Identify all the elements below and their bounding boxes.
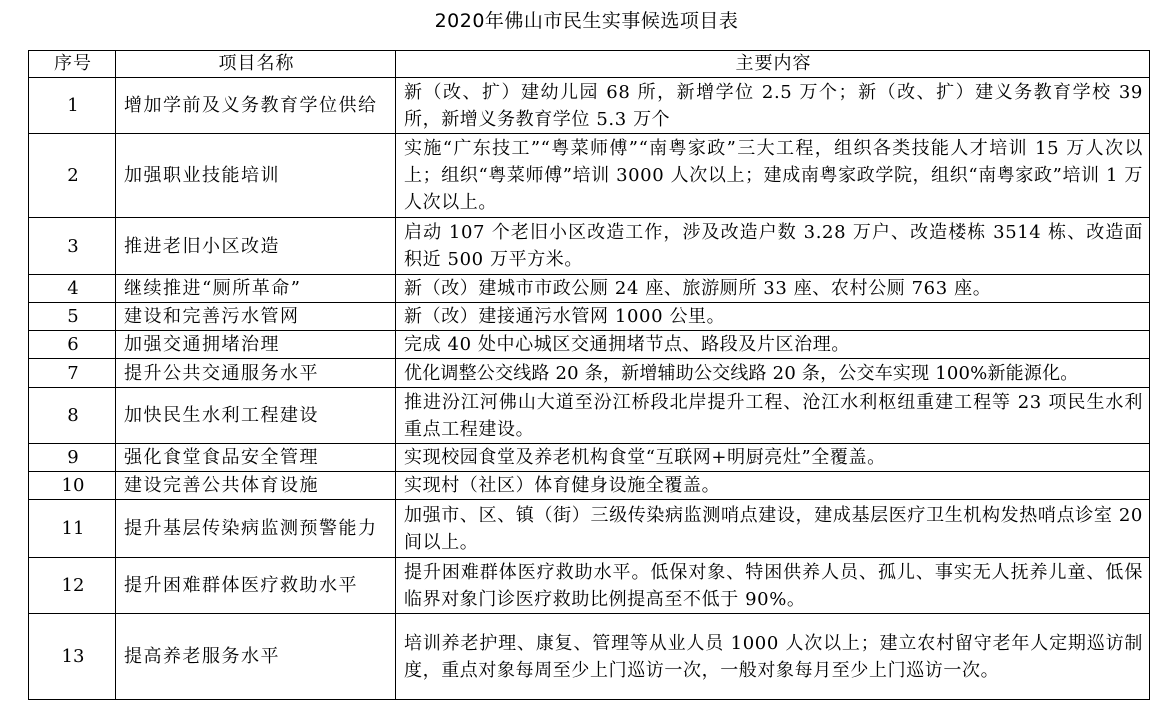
candidate-projects-table	[28, 50, 1150, 700]
row-content: 培训养老护理、康复、管理等从业人员 1000 人次以上；建立农村留守老年人定期巡访制度，重点对象每周至少上门巡访一次，一般对象每月至少上门巡访一次。	[396, 614, 1150, 700]
table-row	[29, 444, 1150, 472]
row-project-name: 增加学前及义务教育学位供给	[116, 78, 396, 134]
row-project-name: 提升基层传染病监测预警能力	[116, 500, 396, 558]
table-row	[29, 331, 1150, 359]
row-project-name: 加强交通拥堵治理	[116, 331, 396, 359]
table-row	[29, 558, 1150, 614]
table-row	[29, 218, 1150, 275]
row-content: 加强市、区、镇（街）三级传染病监测哨点建设，建成基层医疗卫生机构发热哨点诊室 20 间以上。	[396, 500, 1150, 558]
row-number: 7	[29, 359, 116, 388]
row-project-name: 加强职业技能培训	[116, 134, 396, 218]
header-project-name: 项目名称	[116, 51, 396, 78]
row-content: 推进汾江河佛山大道至汾江桥段北岸提升工程、沧江水利枢纽重建工程等 23 项民生水利重点工程建设。	[396, 388, 1150, 444]
row-content: 优化调整公交线路 20 条，新增辅助公交线路 20 条，公交车实现 100%新能源化。	[396, 359, 1150, 388]
row-number: 8	[29, 388, 116, 444]
table-row	[29, 472, 1150, 500]
row-number: 9	[29, 444, 116, 472]
row-project-name: 提升公共交通服务水平	[116, 359, 396, 388]
header-number: 序号	[29, 51, 116, 78]
row-number: 10	[29, 472, 116, 500]
row-project-name: 继续推进“厕所革命”	[116, 275, 396, 303]
row-content: 实现校园食堂及养老机构食堂“互联网+明厨亮灶”全覆盖。	[396, 444, 1150, 472]
row-project-name: 推进老旧小区改造	[116, 218, 396, 275]
row-number: 2	[29, 134, 116, 218]
row-number: 11	[29, 500, 116, 558]
table-row	[29, 303, 1150, 331]
table-row	[29, 388, 1150, 444]
row-content: 新（改）建接通污水管网 1000 公里。	[396, 303, 1150, 331]
row-project-name: 建设和完善污水管网	[116, 303, 396, 331]
row-content: 实施“广东技工”“粤菜师傅”“南粤家政”三大工程，组织各类技能人才培训 15 万人次以上；组织“粤菜师傅”培训 3000 人次以上；建成南粤家政学院，组织“南粤家政”培训 1 万人次以上。	[396, 134, 1150, 218]
table-row	[29, 78, 1150, 134]
row-project-name: 强化食堂食品安全管理	[116, 444, 396, 472]
row-content: 完成 40 处中心城区交通拥堵节点、路段及片区治理。	[396, 331, 1150, 359]
row-number: 13	[29, 614, 116, 700]
table-row	[29, 500, 1150, 558]
row-content: 实现村（社区）体育健身设施全覆盖。	[396, 472, 1150, 500]
row-project-name: 加快民生水利工程建设	[116, 388, 396, 444]
table-header-row	[29, 51, 1150, 78]
row-project-name: 提高养老服务水平	[116, 614, 396, 700]
row-content: 新（改）建城市市政公厕 24 座、旅游厕所 33 座、农村公厕 763 座。	[396, 275, 1150, 303]
document-title: 2020年佛山市民生实事候选项目表	[434, 10, 739, 32]
table-row	[29, 275, 1150, 303]
row-number: 12	[29, 558, 116, 614]
table-row	[29, 359, 1150, 388]
row-content: 新（改、扩）建幼儿园 68 所，新增学位 2.5 万个；新（改、扩）建义务教育学校 39 所，新增义务教育学位 5.3 万个	[396, 78, 1150, 134]
row-number: 6	[29, 331, 116, 359]
table-row	[29, 134, 1150, 218]
table-row	[29, 614, 1150, 700]
row-content: 启动 107 个老旧小区改造工作，涉及改造户数 3.28 万户、改造楼栋 3514 栋、改造面积近 500 万平方米。	[396, 218, 1150, 275]
row-project-name: 建设完善公共体育设施	[116, 472, 396, 500]
row-number: 5	[29, 303, 116, 331]
row-content: 提升困难群体医疗救助水平。低保对象、特困供养人员、孤儿、事实无人抚养儿童、低保临界对象门诊医疗救助比例提高至不低于 90%。	[396, 558, 1150, 614]
header-main-content: 主要内容	[396, 51, 1150, 78]
row-number: 3	[29, 218, 116, 275]
row-number: 1	[29, 78, 116, 134]
row-project-name: 提升困难群体医疗救助水平	[116, 558, 396, 614]
row-number: 4	[29, 275, 116, 303]
